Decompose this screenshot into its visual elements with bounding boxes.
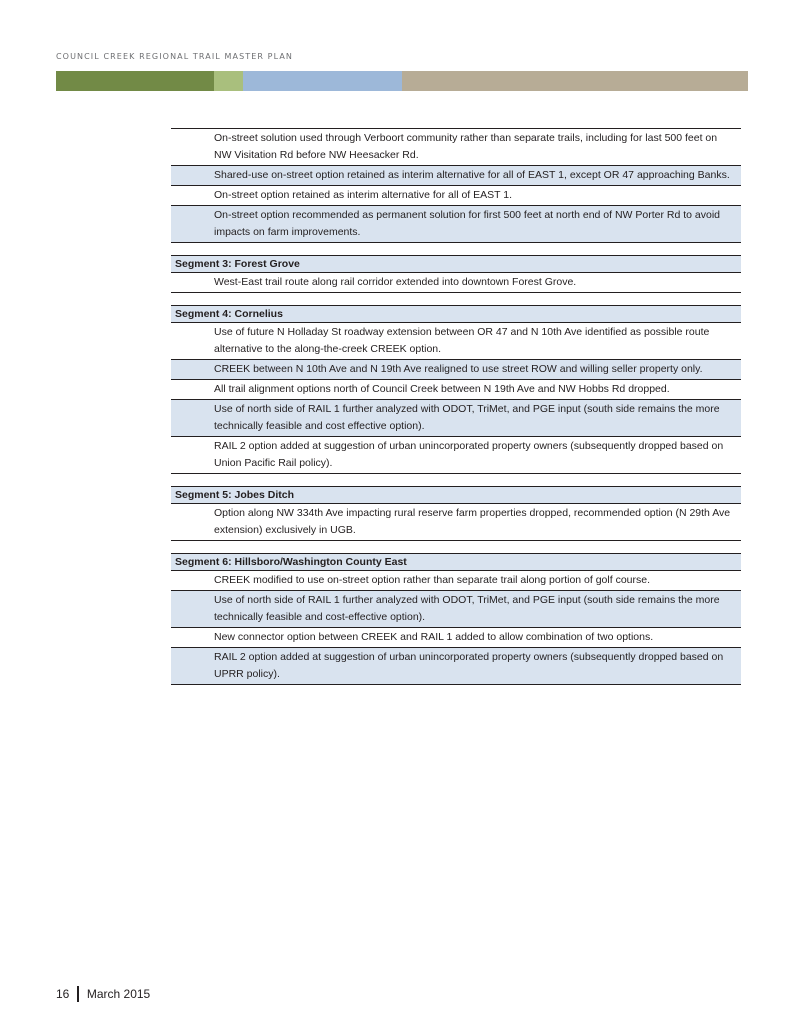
- color-bar-segment-tan: [402, 71, 748, 91]
- color-bar-segment-olive: [56, 71, 214, 91]
- table-row: On-street option retained as interim alternative for all of EAST 1.: [171, 186, 741, 206]
- continuation-block: [171, 128, 741, 243]
- table-row: On-street option recommended as permanent solution for first 500 feet at north end of NW Porter Rd to avoid impacts on farm improvements.: [171, 206, 741, 243]
- header-color-bar: [56, 71, 748, 91]
- footer-date: March 2015: [86, 987, 151, 1001]
- table-row: Shared-use on-street option retained as interim alternative for all of EAST 1, except OR 47 approaching Banks.: [171, 166, 741, 186]
- table-row: RAIL 2 option added at suggestion of urban unincorporated property owners (subsequently dropped based on UPRR policy).: [171, 648, 741, 685]
- table-row: CREEK modified to use on-street option rather than separate trail along portion of golf course.: [171, 571, 741, 591]
- page-footer: [56, 986, 150, 1002]
- changes-table: [171, 128, 741, 685]
- table-row: West-East trail route along rail corridor extended into downtown Forest Grove.: [171, 273, 741, 293]
- table-row: Option along NW 334th Ave impacting rural reserve farm properties dropped, recommended option (N 29th Ave extension) exclusively in UGB.: [171, 504, 741, 541]
- segment-header: Segment 6: Hillsboro/Washington County East: [171, 553, 741, 571]
- segment-section: [171, 553, 741, 685]
- table-row: Use of north side of RAIL 1 further analyzed with ODOT, TriMet, and PGE input (south side remains the more technically feasible and cost effective option).: [171, 400, 741, 437]
- color-bar-segment-blue: [243, 71, 402, 91]
- footer-divider: [77, 986, 79, 1002]
- table-row: New connector option between CREEK and RAIL 1 added to allow combination of two options.: [171, 628, 741, 648]
- table-row: RAIL 2 option added at suggestion of urban unincorporated property owners (subsequently dropped based on Union Pacific Rail policy).: [171, 437, 741, 474]
- color-bar-segment-lightgreen: [214, 71, 243, 91]
- document-header-title: COUNCIL CREEK REGIONAL TRAIL MASTER PLAN: [56, 52, 294, 61]
- table-row: Use of north side of RAIL 1 further analyzed with ODOT, TriMet, and PGE input (south side remains the more technically feasible and cost-effective option).: [171, 591, 741, 628]
- table-row: Use of future N Holladay St roadway extension between OR 47 and N 10th Ave identified as possible route alternative to the along-the-creek CREEK option.: [171, 323, 741, 360]
- page-number: 16: [56, 987, 70, 1001]
- segment-header: Segment 5: Jobes Ditch: [171, 486, 741, 504]
- segment-section: [171, 305, 741, 474]
- segment-header: Segment 3: Forest Grove: [171, 255, 741, 273]
- table-row: CREEK between N 10th Ave and N 19th Ave realigned to use street ROW and willing seller property only.: [171, 360, 741, 380]
- segment-section: [171, 255, 741, 293]
- segment-header: Segment 4: Cornelius: [171, 305, 741, 323]
- table-row: On-street solution used through Verboort community rather than separate trails, including for last 500 feet on NW Visitation Rd before NW Heesacker Rd.: [171, 128, 741, 166]
- segments-block: [171, 255, 741, 685]
- table-row: All trail alignment options north of Council Creek between N 19th Ave and NW Hobbs Rd dropped.: [171, 380, 741, 400]
- segment-section: [171, 486, 741, 541]
